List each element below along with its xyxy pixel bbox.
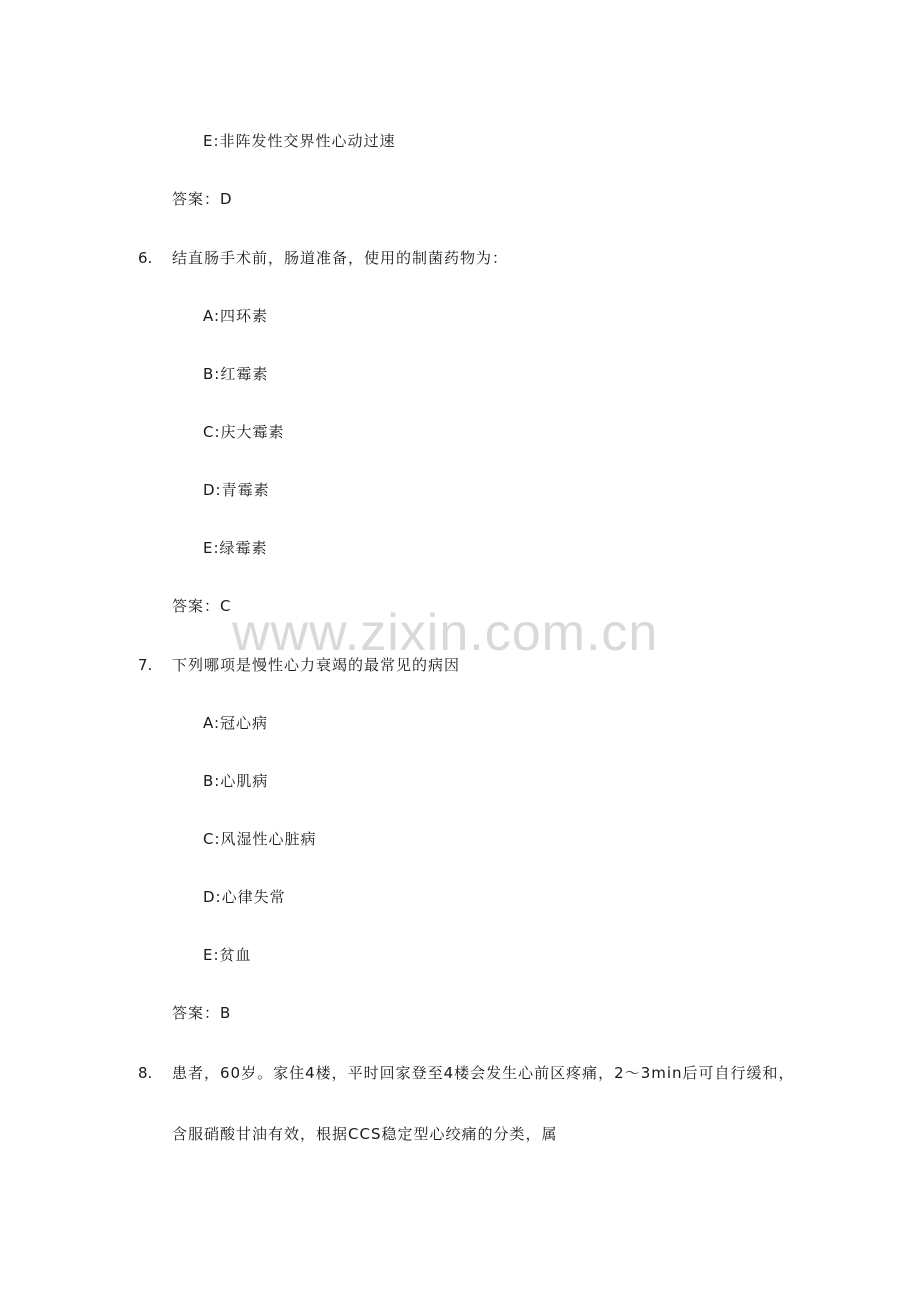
question-7-text: 下列哪项是慢性心力衰竭的最常见的病因 (172, 656, 461, 674)
question-7-number: 7. (138, 656, 153, 674)
question-7-option-b: B:心肌病 (203, 772, 269, 790)
question-6-option-c: C:庆大霉素 (203, 423, 285, 441)
question-6-option-d: D:青霉素 (203, 481, 270, 499)
question-7-option-e: E:贫血 (203, 946, 252, 964)
answer-7: 答案：B (172, 1004, 232, 1022)
option-5e: E:非阵发性交界性心动过速 (203, 132, 396, 150)
question-7-option-d: D:心律失常 (203, 888, 286, 906)
question-8-text-line2: 含服硝酸甘油有效，根据CCS稳定型心绞痛的分类，属 (172, 1125, 558, 1143)
question-6-text: 结直肠手术前，肠道准备，使用的制菌药物为： (172, 249, 509, 267)
question-7-option-c: C:风湿性心脏病 (203, 830, 317, 848)
question-8-number: 8. (138, 1064, 153, 1082)
question-7-option-a: A:冠心病 (203, 714, 269, 732)
question-6-option-a: A:四环素 (203, 307, 269, 325)
answer-5: 答案：D (172, 190, 233, 208)
question-6-option-e: E:绿霉素 (203, 539, 268, 557)
watermark: www.zixin.com.cn (232, 604, 659, 662)
question-8-text-line1: 患者，60岁。家住4楼，平时回家登至4楼会发生心前区疼痛，2～3min后可自行缓和， (172, 1064, 795, 1082)
question-6-option-b: B:红霉素 (203, 365, 269, 383)
question-6-number: 6. (138, 249, 153, 267)
answer-6: 答案：C (172, 597, 232, 615)
